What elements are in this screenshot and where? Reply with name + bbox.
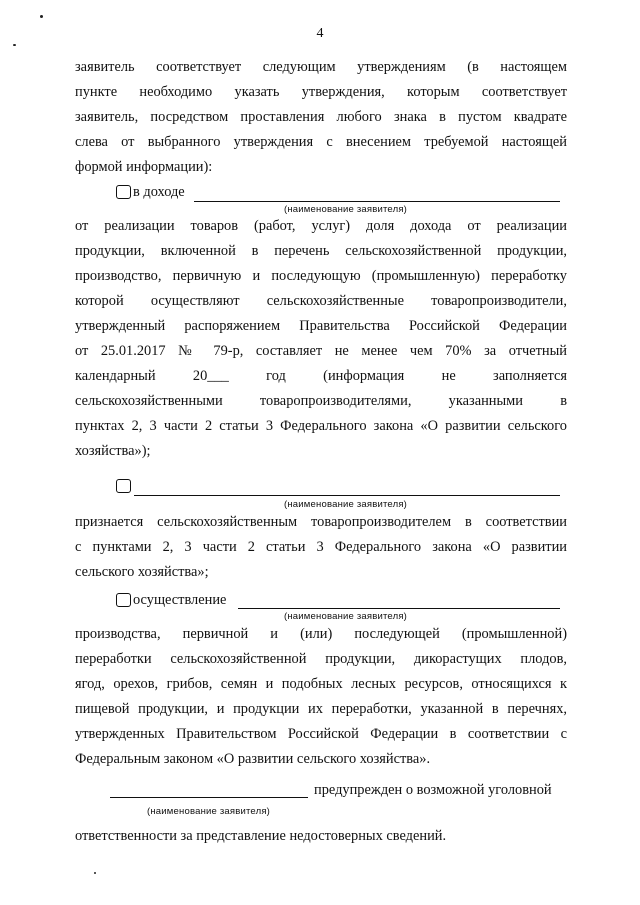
producer-paragraph	[75, 510, 567, 585]
income-label: в доходе	[133, 184, 185, 200]
text-line: пункте необходимо указать утверждения, которым соответствует	[75, 84, 567, 100]
applicant-name-field[interactable]	[110, 797, 308, 798]
intro-paragraph	[75, 55, 567, 180]
text-line: формой информации):	[75, 159, 213, 175]
text-line: продукции, включенной в перечень сельскохозяйственной продукции,	[75, 243, 567, 259]
text-line: с пунктами 2, 3 части 2 статьи 3 Федерального закона «О развитии	[75, 539, 567, 555]
text-line: которой осуществляют сельскохозяйственные товаропроизводители,	[75, 293, 567, 309]
applicant-name-field[interactable]	[134, 495, 560, 496]
checkbox-producer[interactable]	[116, 479, 131, 493]
text-line: утвержденных Правительством Российской Федерации в соответствии с	[75, 726, 567, 742]
activity-label: осуществление	[133, 592, 227, 608]
text-line: заявитель, посредством проставления любого знака в пустом квадрате	[75, 109, 567, 125]
field-caption: (наименование заявителя)	[284, 499, 408, 510]
warning-last-line: ответственности за представление недостоверных сведений.	[75, 828, 447, 844]
income-paragraph	[75, 214, 567, 464]
field-caption: (наименование заявителя)	[284, 611, 408, 622]
text-line: производства, первичной и (или) последующей (промышленной)	[75, 626, 567, 642]
page-number: 4	[316, 26, 324, 41]
applicant-name-field[interactable]	[194, 201, 560, 202]
warning-text: предупрежден о возможной уголовной	[314, 782, 552, 798]
text-line: сельскохозяйственными товаропроизводителями, указанными в	[75, 393, 567, 409]
text-line: слева от выбранного утверждения с внесением требуемой настоящей	[75, 134, 567, 150]
text-line: заявитель соответствует следующим утверждениям (в настоящем	[75, 59, 567, 75]
text-line: от 25.01.2017 № 79-р, составляет не менее чем 70% за отчетный	[75, 343, 567, 359]
scan-speck	[94, 872, 96, 874]
text-line: ягод, орехов, грибов, семян и подобных лесных ресурсов, относящихся к	[75, 676, 567, 692]
scan-speck	[40, 15, 43, 18]
text-line: Федеральным законом «О развитии сельского хозяйства».	[75, 751, 431, 767]
checkbox-activity[interactable]	[116, 593, 131, 607]
text-line: пищевой продукции, и продукции их переработки, указанной в перечнях,	[75, 701, 567, 717]
scan-speck	[13, 44, 16, 46]
field-caption: (наименование заявителя)	[147, 806, 271, 817]
text-line: утвержденный распоряжением Правительства Российской Федерации	[75, 318, 567, 334]
field-caption: (наименование заявителя)	[284, 204, 408, 215]
text-line: сельского хозяйства»;	[75, 564, 209, 580]
text-line: пунктах 2, 3 части 2 статьи 3 Федерального закона «О развитии сельского	[75, 418, 567, 434]
applicant-name-field[interactable]	[238, 608, 560, 609]
checkbox-income[interactable]	[116, 185, 131, 199]
text-line: календарный 20___ год (информация не заполняется	[75, 368, 567, 384]
text-line: признается сельскохозяйственным товаропроизводителем в соответствии	[75, 514, 567, 530]
text-line: переработки сельскохозяйственной продукции, дикорастущих плодов,	[75, 651, 567, 667]
activity-paragraph	[75, 622, 567, 772]
text-line: от реализации товаров (работ, услуг) доля дохода от реализации	[75, 218, 567, 234]
text-line: хозяйства»);	[75, 443, 151, 459]
text-line: производство, первичную и последующую (промышленную) переработку	[75, 268, 567, 284]
